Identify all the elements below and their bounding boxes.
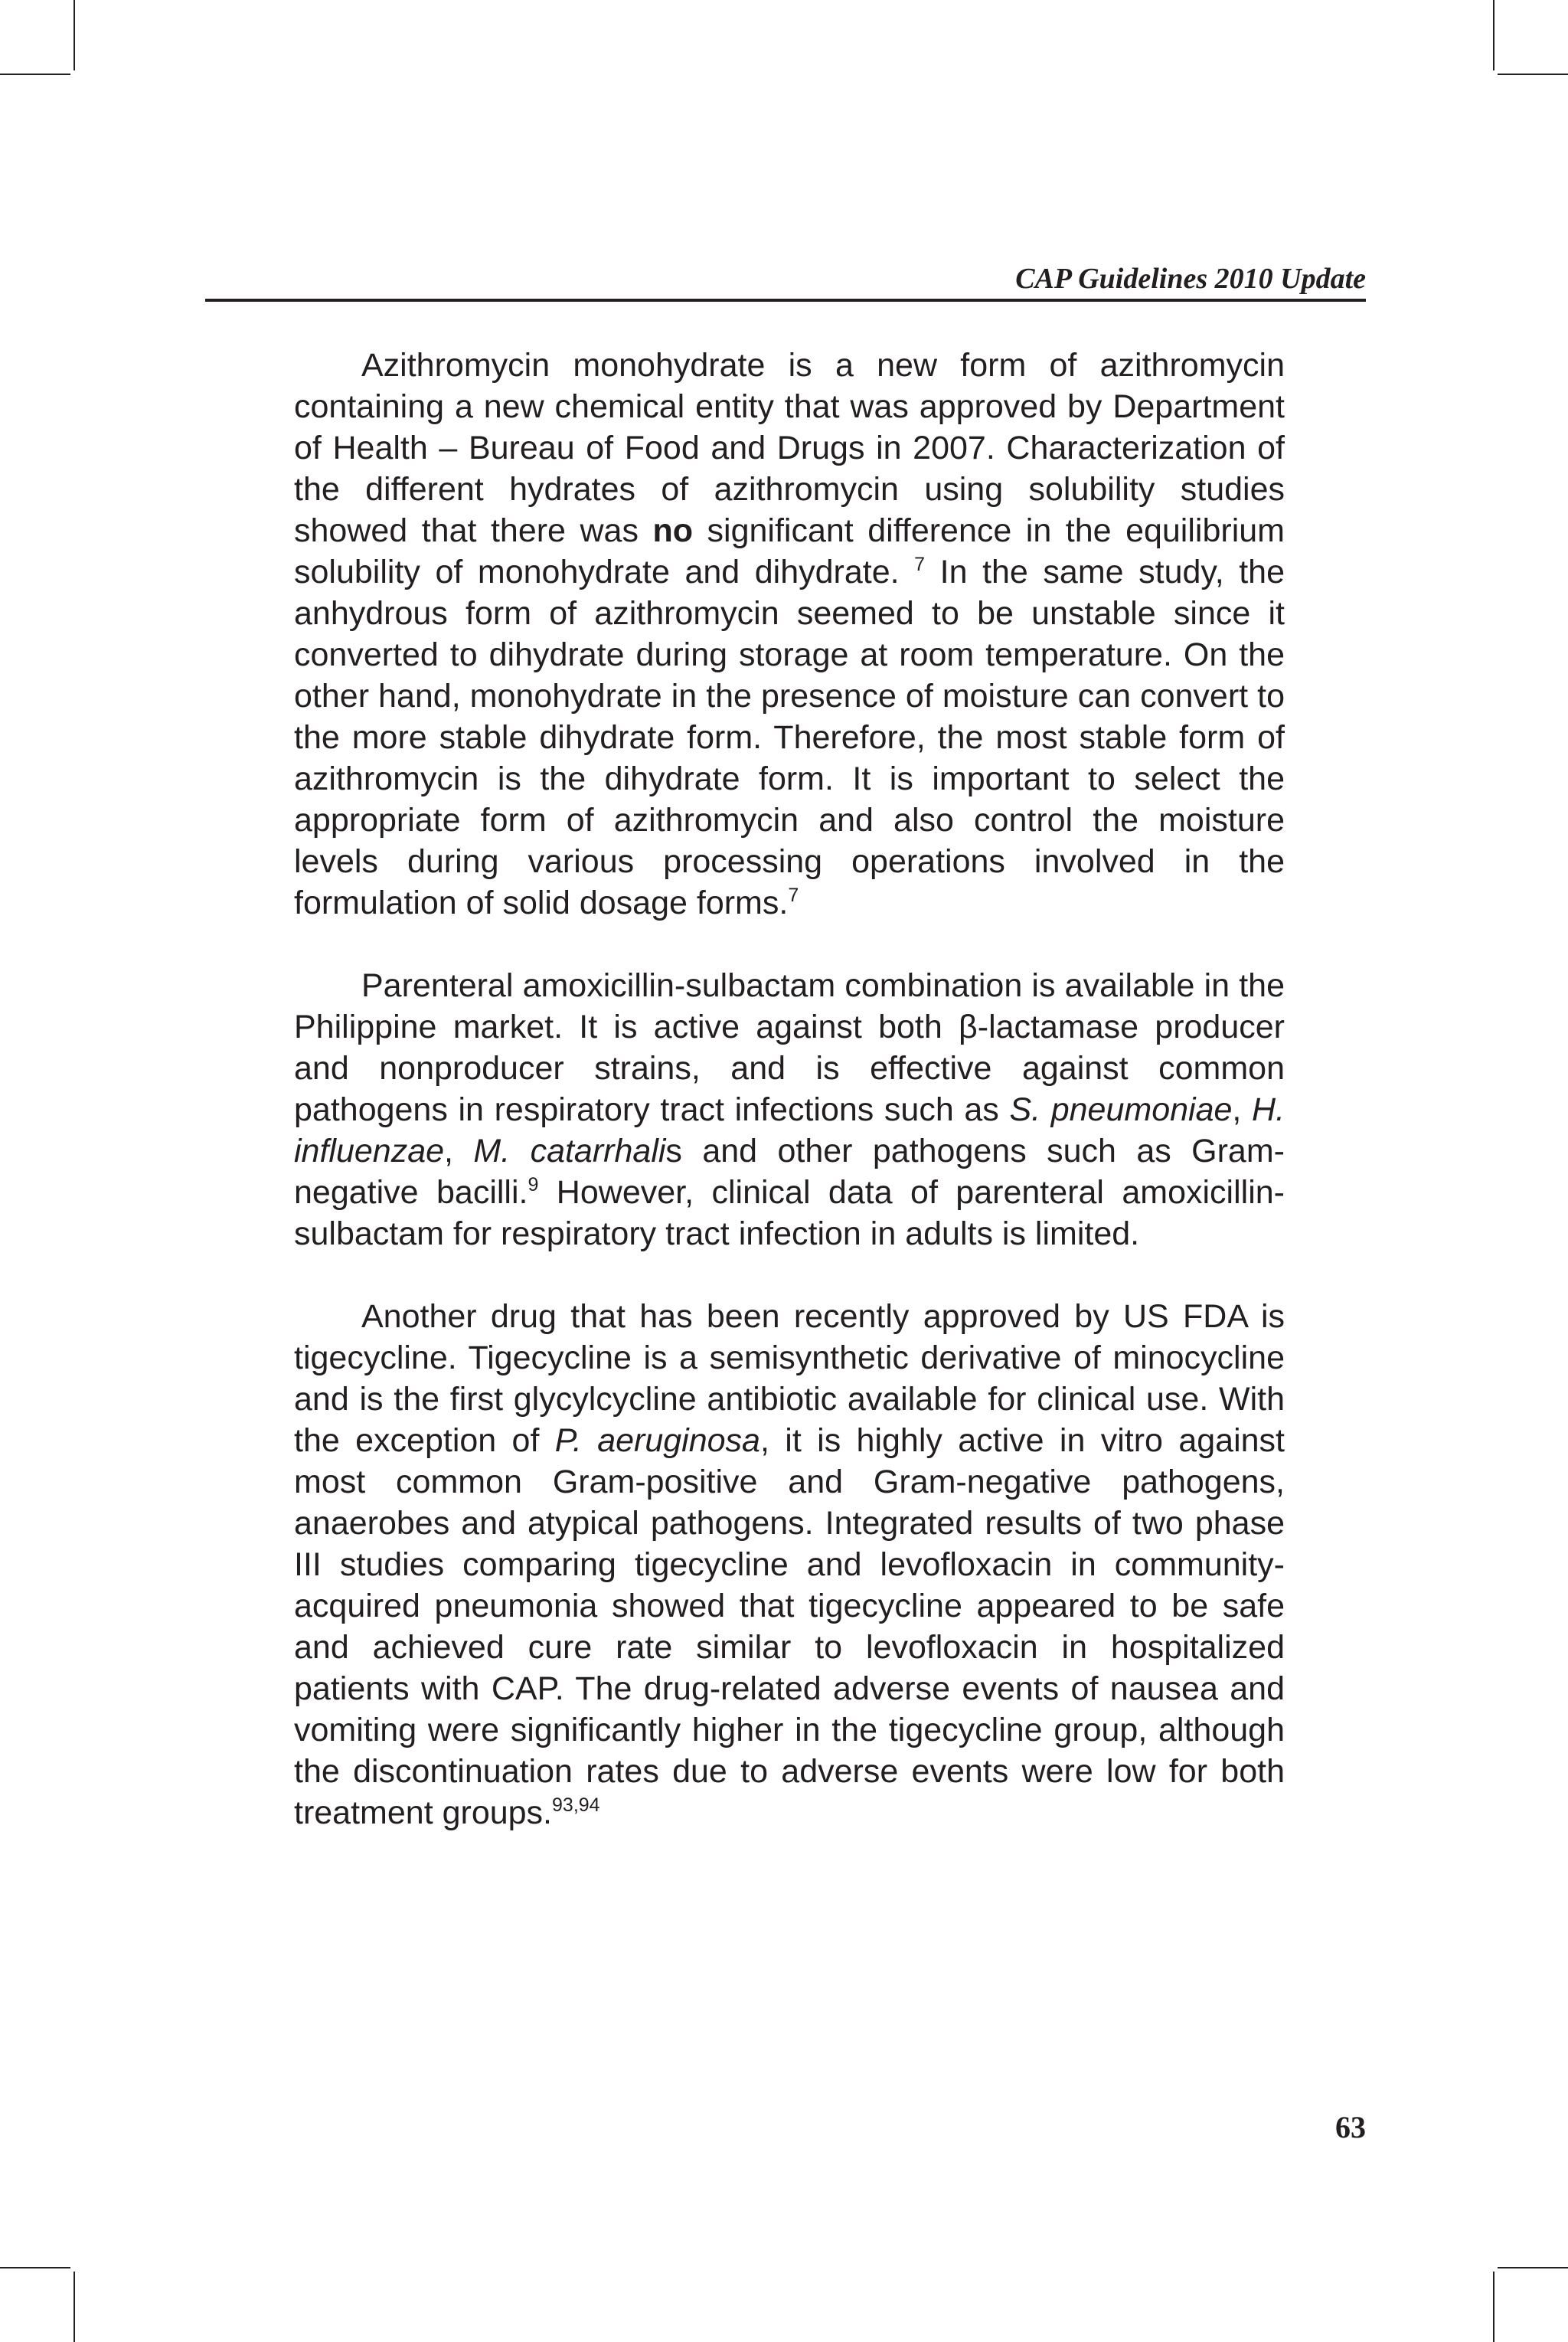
emphasis-no: no [652,512,693,549]
pathogen-name: S. pneumoniae [1009,1091,1233,1128]
pathogen-name: P. aeruginosa [554,1422,760,1459]
paragraph-tigecycline: Another drug that has been recently approved by US FDA is tigecycline. Tigecycline is a semisynthetic derivative of minocycline and is the first glycylcycline antibiotic available for clinical use. With the exception of P. aeruginosa, it is highly active in vitro against most common Gram-positive and Gram-negative pathogens, anaerobes and atypical pathogens. Integrated results of two phase III studies comparing tigecycline and levofloxacin in community-acquired pneumonia showed that tigecycline appeared to be safe and achieved cure rate similar to levofloxacin in hospitalized patients with CAP. The drug-related adverse events of nausea and vomiting were significantly higher in the tigecycline group, although the discontinuation rates due to adverse events were low for both treatment groups.$^{93,94}$ [294,1298,1285,1831]
crop-mark-top-right-horizontal [1498,74,1568,75]
citation-ref: 93,94 [552,1794,600,1816]
pathogen-name: H. influenzae [294,1091,1285,1169]
citation-ref: 7 [788,885,799,906]
crop-mark-bottom-left-vertical [74,2272,75,2342]
crop-mark-top-left-horizontal [0,74,70,75]
crop-mark-bottom-right-horizontal [1498,2267,1568,2268]
page-number: 63 [1335,2110,1366,2144]
crop-mark-top-left-vertical [74,0,75,70]
crop-mark-bottom-right-vertical [1493,2272,1494,2342]
header-rule [205,299,1366,302]
crop-mark-bottom-left-horizontal [0,2267,70,2268]
paragraph-amoxicillin-sulbactam: Parenteral amoxicillin-sulbactam combination is available in the Philippine market. It is active against both β-lactamase producer and nonproducer strains, and is effective against common pathogens in respiratory tract infections such as S. pneumoniae, H. influenzae, M. catarrhalis and other pathogens such as Gram-negative bacilli.$^9$ However, clinical data of parenteral amoxicillin-sulbactam for respiratory tract infection in adults is limited. [294,967,1285,1252]
running-header-title: CAP Guidelines 2010 Update [1015,263,1366,295]
paragraph-azithromycin: Azithromycin monohydrate is a new form of azithromycin containing a new chemical entity that was approved by Department of Health – Bureau of Food and Drugs in 2007. Characterization of the different hydrates of azithromycin using solubility studies showed that there was no significant difference in the equilibrium solubility of monohydrate and dihydrate. $^7$ In the same study, the anhydrous form of azithromycin seemed to be unstable since it converted to dihydrate during storage at room temperature. On the other hand, monohydrate in the presence of moisture can convert to the more stable dihydrate form. Therefore, the most stable form of azithromycin is the dihydrate form. It is important to select the appropriate form of azithromycin and also control the moisture levels during various processing operations involved in the formulation of solid dosage forms.$^7$ [294,347,1285,921]
pathogen-name: M. catarrhali [473,1133,666,1169]
citation-ref: 9 [528,1174,539,1196]
body-text [294,345,1285,1833]
crop-mark-top-right-vertical [1493,0,1494,70]
citation-ref: 7 [914,554,926,575]
